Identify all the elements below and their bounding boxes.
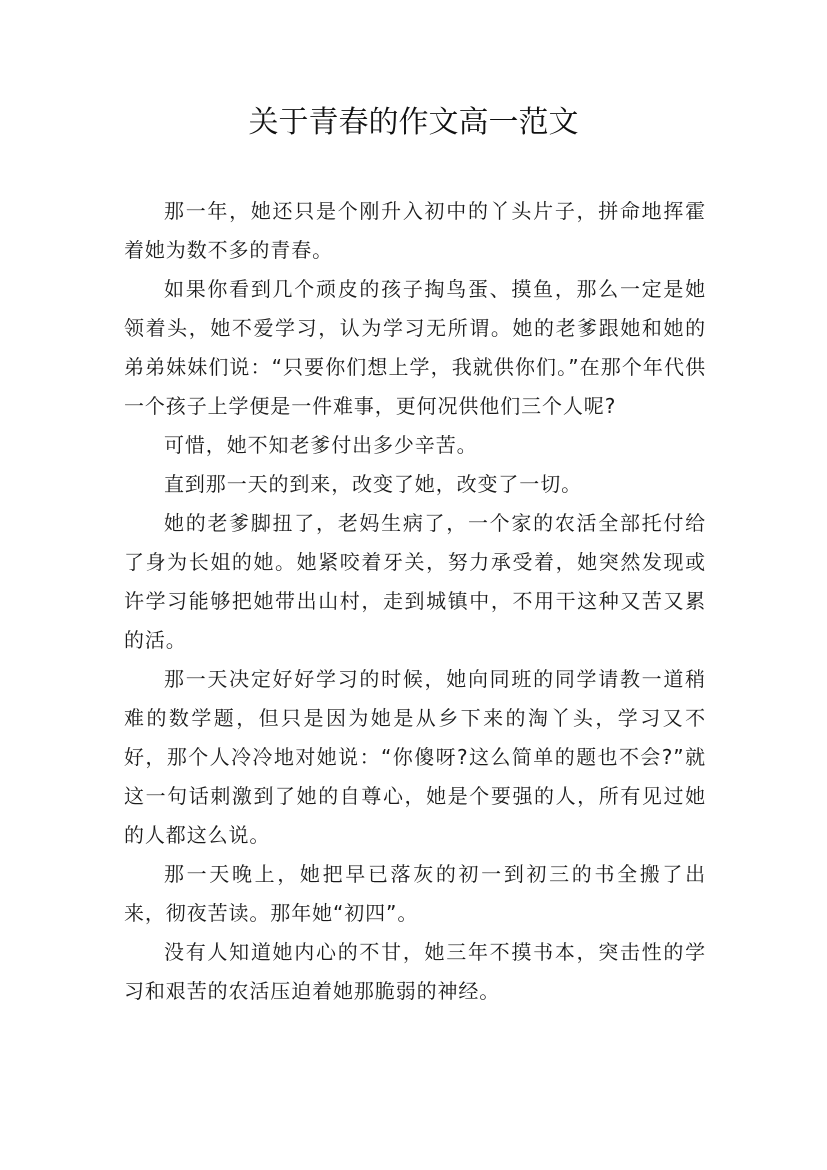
paragraph: 直到那一天的到来，改变了她，改变了一切。 bbox=[164, 472, 582, 496]
paragraph: 没有人知道她内心的不甘，她三年不摸书本，突击性的学习和艰苦的农活压迫着她那脆弱的神经。 bbox=[124, 940, 706, 1003]
paragraph: 那一年，她还只是个刚升入初中的丫头片子，拼命地挥霍着她为数不多的青春。 bbox=[124, 199, 706, 262]
paragraph: 如果你看到几个顽皮的孩子掏鸟蛋、摸鱼，那么一定是她领着头，她不爱学习，认为学习无所谓。她的老爹跟她和她的弟弟妹妹们说：“只要你们想上学，我就供你们。”在那个年代供一个孩子上学便是一件难事，更何况供他们三个人呢? bbox=[124, 277, 706, 418]
document-body bbox=[124, 192, 706, 1011]
paragraph: 可惜，她不知老爹付出多少辛苦。 bbox=[164, 433, 478, 457]
paragraph: 她的老爹脚扭了，老妈生病了，一个家的农活全部托付给了身为长姐的她。她紧咬着牙关，努力承受着，她突然发现或许学习能够把她带出山村，走到城镇中，不用干这种又苦又累的活。 bbox=[124, 511, 706, 652]
document-title: 关于青春的作文高一范文 bbox=[248, 105, 579, 140]
paragraph: 那一天决定好好学习的时候，她向同班的同学请教一道稍难的数学题，但只是因为她是从乡下来的淘丫头，学习又不好，那个人冷冷地对她说：“你傻呀?这么简单的题也不会?”就这一句话刺激到了她的自尊心，她是个要强的人，所有见过她的人都这么说。 bbox=[124, 667, 706, 847]
paragraph: 那一天晚上，她把早已落灰的初一到初三的书全搬了出来，彻夜苦读。那年她“初四”。 bbox=[124, 862, 706, 925]
